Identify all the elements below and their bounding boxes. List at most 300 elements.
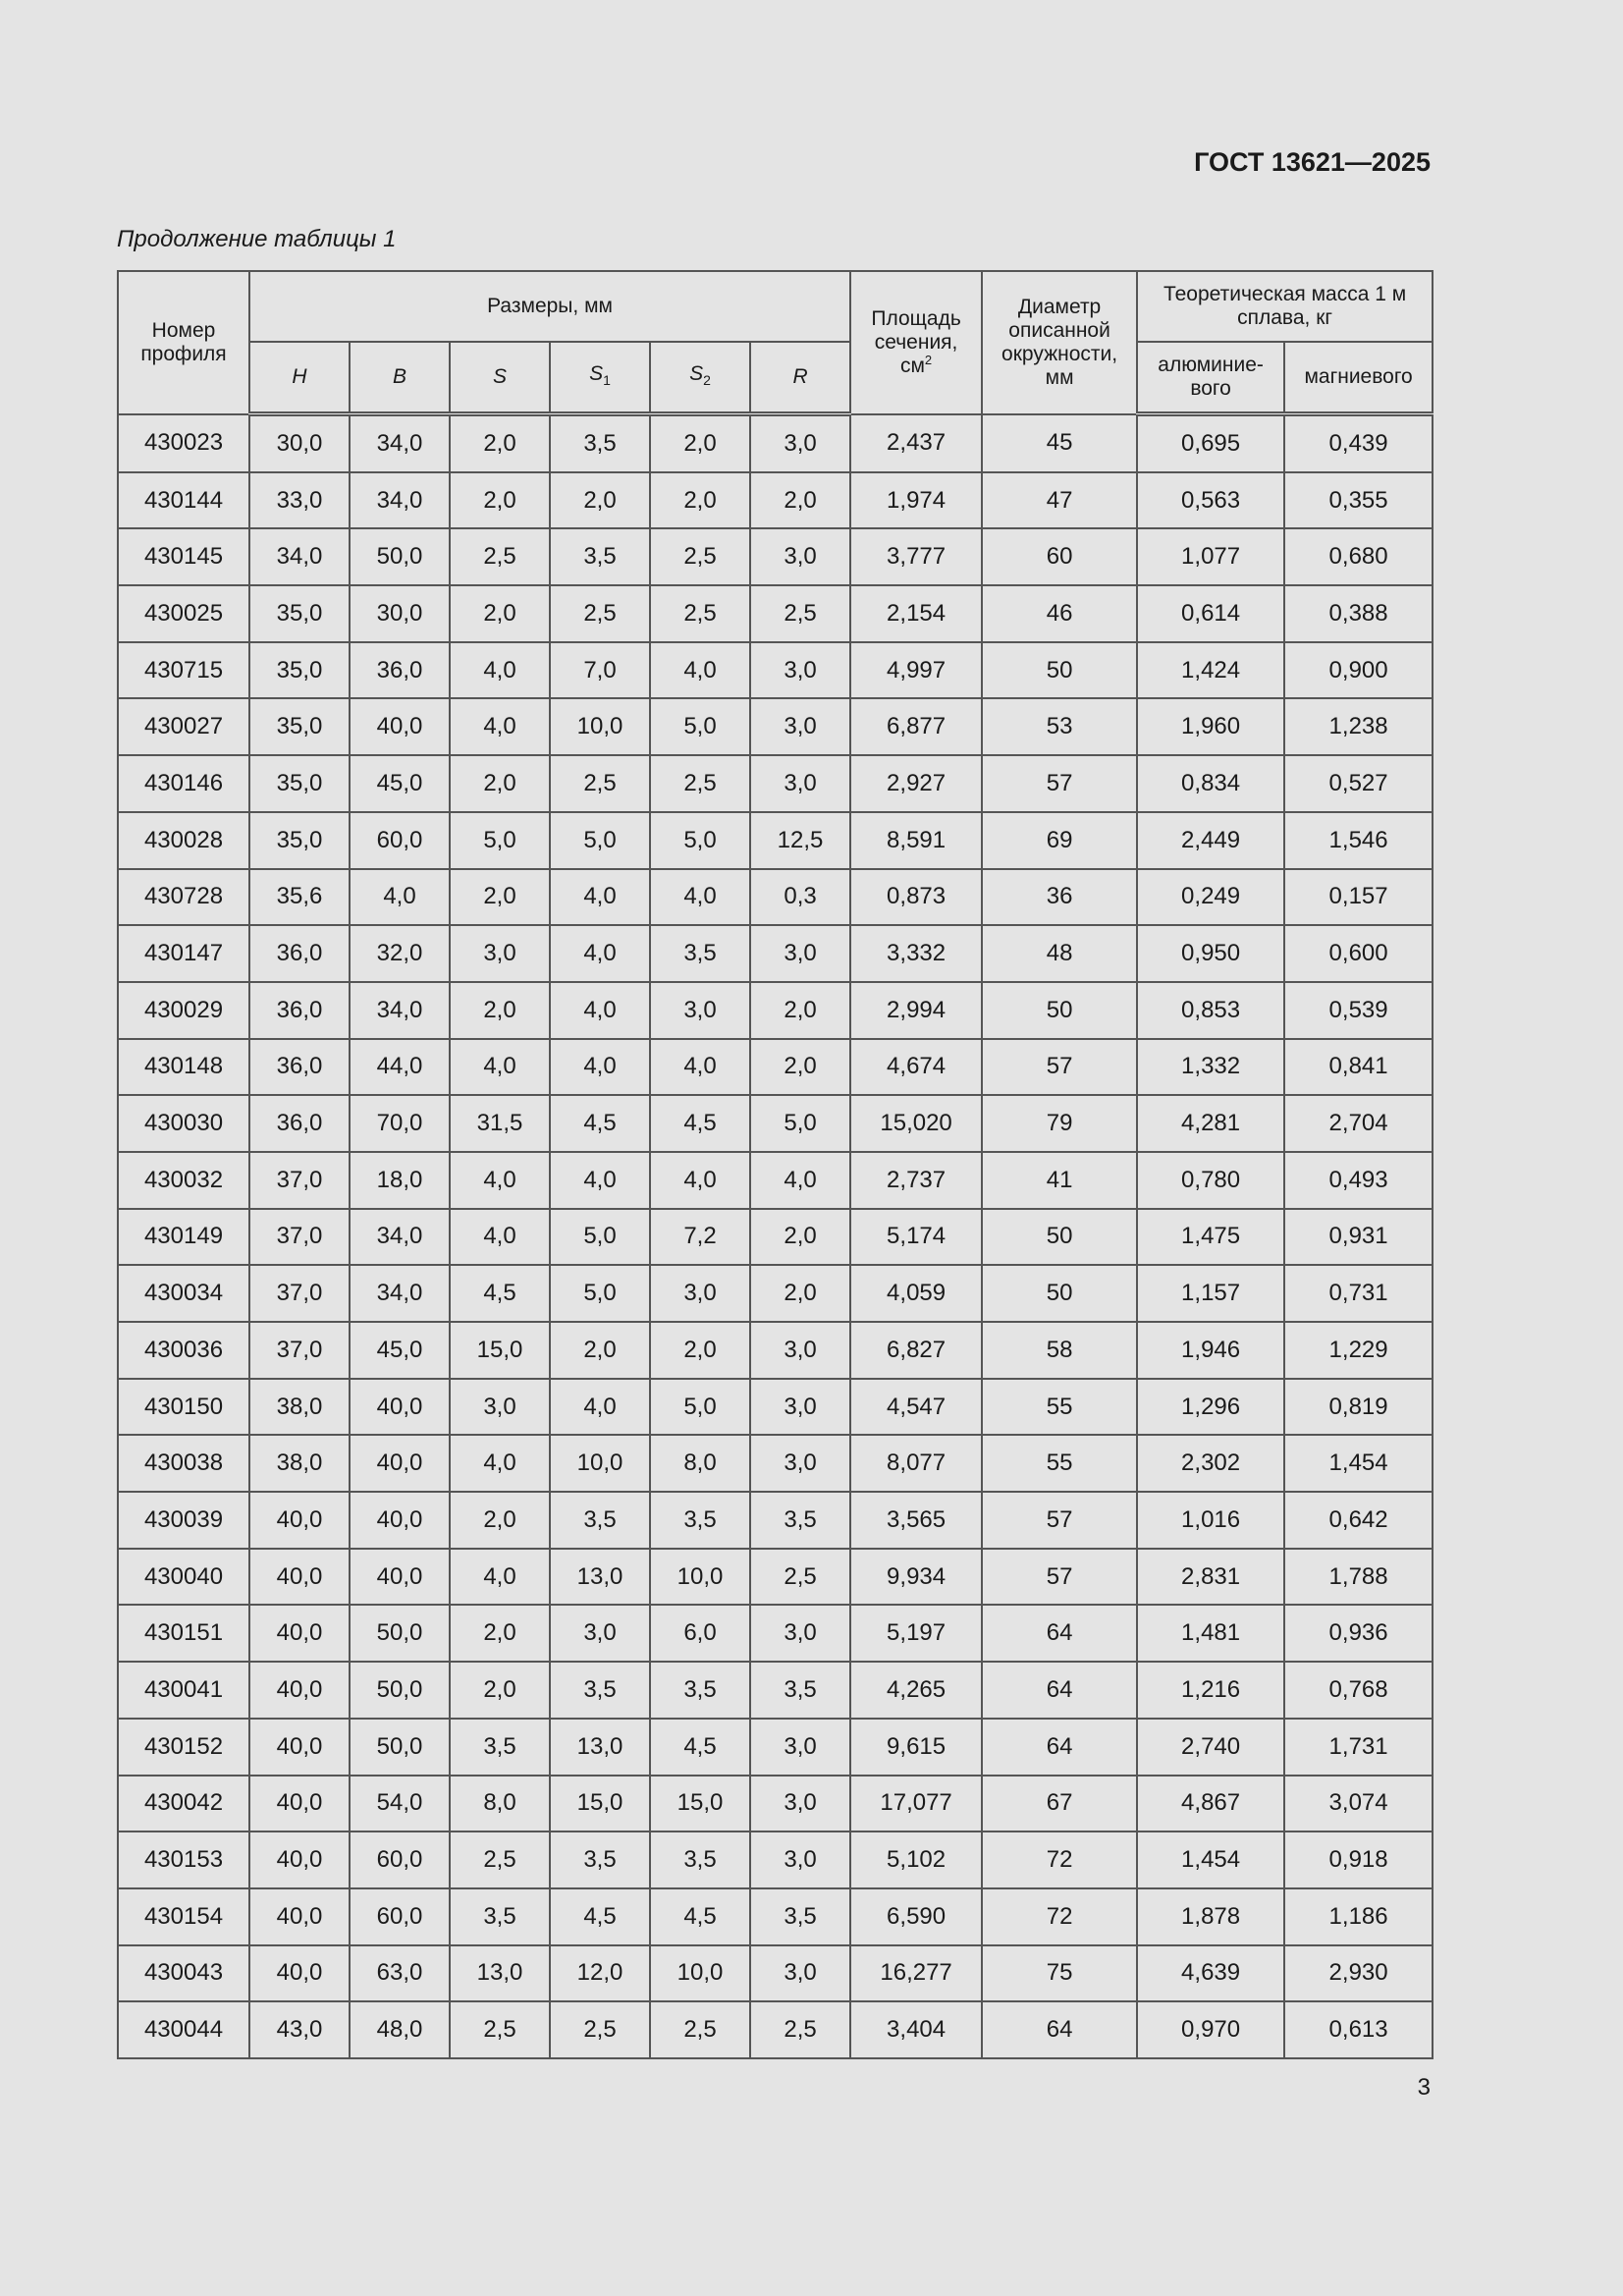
table-row <box>118 1549 1433 1606</box>
cell-s: 2,0 <box>450 1605 550 1662</box>
cell-mass-magnesium: 0,680 <box>1284 528 1433 585</box>
cell-s1: 4,0 <box>550 869 650 926</box>
table-row <box>118 1435 1433 1492</box>
cell-s: 4,0 <box>450 642 550 699</box>
cell-s1: 2,5 <box>550 755 650 812</box>
document-code: ГОСТ 13621—2025 <box>1194 147 1431 177</box>
cell-mass-magnesium: 0,539 <box>1284 982 1433 1039</box>
cell-profile-number: 430728 <box>118 869 249 926</box>
cell-profile-number: 430029 <box>118 982 249 1039</box>
header-dim-s1: $S_1$ <box>550 342 650 414</box>
cell-s1: 3,0 <box>550 1605 650 1662</box>
cell-mass-aluminum: 0,950 <box>1137 925 1284 982</box>
cell-diameter: 72 <box>982 1888 1137 1945</box>
cell-b: 34,0 <box>350 1265 450 1322</box>
cell-mass-magnesium: 0,493 <box>1284 1152 1433 1209</box>
cell-mass-aluminum: 1,481 <box>1137 1605 1284 1662</box>
cell-profile-number: 430028 <box>118 812 249 869</box>
cell-area: 3,404 <box>850 2001 982 2058</box>
cell-mass-magnesium: 0,841 <box>1284 1039 1433 1096</box>
cell-h: 40,0 <box>249 1945 350 2002</box>
cell-b: 34,0 <box>350 982 450 1039</box>
cell-diameter: 50 <box>982 1265 1137 1322</box>
cell-b: 34,0 <box>350 472 450 529</box>
header-diameter: Диаметр описанной окружности, мм <box>982 271 1137 414</box>
cell-r: 3,0 <box>750 414 850 472</box>
cell-h: 40,0 <box>249 1776 350 1832</box>
cell-mass-aluminum: 1,216 <box>1137 1662 1284 1719</box>
table-row <box>118 755 1433 812</box>
cell-mass-aluminum: 1,475 <box>1137 1209 1284 1266</box>
cell-mass-aluminum: 1,332 <box>1137 1039 1284 1096</box>
cell-b: 54,0 <box>350 1776 450 1832</box>
cell-diameter: 60 <box>982 528 1137 585</box>
cell-s2: 2,5 <box>650 2001 750 2058</box>
cell-profile-number: 430030 <box>118 1095 249 1152</box>
cell-s: 2,0 <box>450 472 550 529</box>
cell-r: 2,0 <box>750 1265 850 1322</box>
cell-area: 2,737 <box>850 1152 982 1209</box>
cell-h: 36,0 <box>249 925 350 982</box>
cell-r: 3,0 <box>750 755 850 812</box>
cell-s2: 3,0 <box>650 982 750 1039</box>
cell-mass-magnesium: 0,527 <box>1284 755 1433 812</box>
table-row <box>118 1605 1433 1662</box>
cell-s: 2,5 <box>450 2001 550 2058</box>
header-dim-s2: $S_2$ <box>650 342 750 414</box>
cell-b: 40,0 <box>350 698 450 755</box>
cell-s: 13,0 <box>450 1945 550 2002</box>
cell-diameter: 67 <box>982 1776 1137 1832</box>
cell-r: 3,0 <box>750 1435 850 1492</box>
cell-mass-aluminum: 2,831 <box>1137 1549 1284 1606</box>
header-mass-magnesium: магниевого <box>1284 342 1433 414</box>
cell-diameter: 55 <box>982 1379 1137 1436</box>
cell-b: 60,0 <box>350 812 450 869</box>
cell-b: 60,0 <box>350 1831 450 1888</box>
cell-s1: 3,5 <box>550 1662 650 1719</box>
cell-diameter: 50 <box>982 1209 1137 1266</box>
cell-mass-magnesium: 1,546 <box>1284 812 1433 869</box>
cell-h: 40,0 <box>249 1605 350 1662</box>
cell-s1: 5,0 <box>550 1209 650 1266</box>
cell-s: 3,5 <box>450 1719 550 1776</box>
cell-r: 2,0 <box>750 982 850 1039</box>
cell-s: 5,0 <box>450 812 550 869</box>
cell-mass-aluminum: 1,157 <box>1137 1265 1284 1322</box>
cell-s2: 3,0 <box>650 1265 750 1322</box>
cell-s1: 2,5 <box>550 2001 650 2058</box>
cell-s2: 4,0 <box>650 642 750 699</box>
cell-s: 2,0 <box>450 414 550 472</box>
cell-b: 60,0 <box>350 1888 450 1945</box>
cell-s: 15,0 <box>450 1322 550 1379</box>
cell-r: 2,0 <box>750 472 850 529</box>
cell-s: 4,0 <box>450 1435 550 1492</box>
cell-area: 6,590 <box>850 1888 982 1945</box>
cell-s2: 10,0 <box>650 1945 750 2002</box>
cell-r: 3,0 <box>750 1945 850 2002</box>
cell-s1: 4,0 <box>550 1039 650 1096</box>
cell-diameter: 41 <box>982 1152 1137 1209</box>
cell-profile-number: 430027 <box>118 698 249 755</box>
cell-s: 31,5 <box>450 1095 550 1152</box>
cell-profile-number: 430043 <box>118 1945 249 2002</box>
cell-s2: 6,0 <box>650 1605 750 1662</box>
cell-diameter: 64 <box>982 1605 1137 1662</box>
cell-h: 35,0 <box>249 812 350 869</box>
header-mass-group: Теоретическая масса 1 м сплава, кг <box>1137 271 1433 342</box>
cell-s1: 3,5 <box>550 1831 650 1888</box>
header-dimensions-group: Размеры, мм <box>249 271 850 342</box>
cell-h: 37,0 <box>249 1152 350 1209</box>
cell-s1: 2,0 <box>550 1322 650 1379</box>
table-row <box>118 1039 1433 1096</box>
cell-b: 30,0 <box>350 585 450 642</box>
cell-b: 40,0 <box>350 1549 450 1606</box>
cell-diameter: 53 <box>982 698 1137 755</box>
cell-mass-magnesium: 2,704 <box>1284 1095 1433 1152</box>
cell-s: 3,0 <box>450 1379 550 1436</box>
table-row <box>118 1831 1433 1888</box>
cell-profile-number: 430144 <box>118 472 249 529</box>
cell-s2: 4,5 <box>650 1888 750 1945</box>
table-row <box>118 1265 1433 1322</box>
cell-mass-magnesium: 0,439 <box>1284 414 1433 472</box>
cell-r: 3,0 <box>750 1322 850 1379</box>
cell-r: 3,0 <box>750 642 850 699</box>
cell-s2: 5,0 <box>650 812 750 869</box>
cell-s: 2,0 <box>450 1662 550 1719</box>
cell-mass-magnesium: 0,642 <box>1284 1492 1433 1549</box>
table-row <box>118 1662 1433 1719</box>
table-row <box>118 982 1433 1039</box>
cell-mass-magnesium: 0,388 <box>1284 585 1433 642</box>
cell-b: 45,0 <box>350 755 450 812</box>
cell-area: 8,077 <box>850 1435 982 1492</box>
cell-mass-aluminum: 1,878 <box>1137 1888 1284 1945</box>
header-area: Площадь сечения, $см^2$ <box>850 271 982 414</box>
cell-b: 50,0 <box>350 1662 450 1719</box>
cell-profile-number: 430025 <box>118 585 249 642</box>
cell-s1: 3,5 <box>550 414 650 472</box>
cell-area: 4,547 <box>850 1379 982 1436</box>
cell-diameter: 48 <box>982 925 1137 982</box>
cell-mass-magnesium: 0,613 <box>1284 2001 1433 2058</box>
cell-h: 33,0 <box>249 472 350 529</box>
cell-b: 36,0 <box>350 642 450 699</box>
cell-mass-magnesium: 1,788 <box>1284 1549 1433 1606</box>
cell-mass-magnesium: 0,731 <box>1284 1265 1433 1322</box>
cell-mass-aluminum: 0,563 <box>1137 472 1284 529</box>
cell-diameter: 57 <box>982 1549 1137 1606</box>
cell-s: 2,0 <box>450 585 550 642</box>
cell-area: 6,827 <box>850 1322 982 1379</box>
cell-area: 0,873 <box>850 869 982 926</box>
cell-diameter: 50 <box>982 982 1137 1039</box>
cell-b: 45,0 <box>350 1322 450 1379</box>
cell-h: 35,0 <box>249 698 350 755</box>
cell-area: 5,197 <box>850 1605 982 1662</box>
table-row <box>118 2001 1433 2058</box>
cell-mass-aluminum: 1,077 <box>1137 528 1284 585</box>
cell-area: 16,277 <box>850 1945 982 2002</box>
cell-mass-aluminum: 1,454 <box>1137 1831 1284 1888</box>
cell-mass-aluminum: 4,281 <box>1137 1095 1284 1152</box>
cell-h: 34,0 <box>249 528 350 585</box>
cell-s: 4,0 <box>450 1209 550 1266</box>
cell-diameter: 72 <box>982 1831 1137 1888</box>
cell-diameter: 64 <box>982 1662 1137 1719</box>
cell-area: 5,174 <box>850 1209 982 1266</box>
cell-s2: 3,5 <box>650 1492 750 1549</box>
cell-s1: 3,5 <box>550 1492 650 1549</box>
page-number: 3 <box>1417 2074 1431 2101</box>
cell-s: 2,5 <box>450 1831 550 1888</box>
header-dim-r: R <box>750 342 850 414</box>
table-row <box>118 869 1433 926</box>
cell-mass-magnesium: 0,936 <box>1284 1605 1433 1662</box>
cell-h: 38,0 <box>249 1379 350 1436</box>
cell-area: 15,020 <box>850 1095 982 1152</box>
cell-s2: 4,5 <box>650 1095 750 1152</box>
cell-b: 48,0 <box>350 2001 450 2058</box>
cell-b: 50,0 <box>350 1605 450 1662</box>
cell-diameter: 57 <box>982 755 1137 812</box>
cell-diameter: 57 <box>982 1039 1137 1096</box>
cell-r: 2,0 <box>750 1039 850 1096</box>
cell-h: 36,0 <box>249 982 350 1039</box>
header-mass-aluminum: алюминие- вого <box>1137 342 1284 414</box>
cell-r: 4,0 <box>750 1152 850 1209</box>
cell-mass-magnesium: 1,454 <box>1284 1435 1433 1492</box>
cell-mass-aluminum: 4,639 <box>1137 1945 1284 2002</box>
cell-s1: 15,0 <box>550 1776 650 1832</box>
cell-h: 40,0 <box>249 1831 350 1888</box>
table-row <box>118 812 1433 869</box>
cell-s2: 3,5 <box>650 1662 750 1719</box>
cell-mass-aluminum: 2,302 <box>1137 1435 1284 1492</box>
cell-mass-magnesium: 0,157 <box>1284 869 1433 926</box>
cell-b: 40,0 <box>350 1492 450 1549</box>
cell-s: 2,0 <box>450 982 550 1039</box>
cell-r: 12,5 <box>750 812 850 869</box>
cell-b: 18,0 <box>350 1152 450 1209</box>
cell-mass-aluminum: 0,970 <box>1137 2001 1284 2058</box>
cell-s1: 4,0 <box>550 925 650 982</box>
cell-h: 40,0 <box>249 1888 350 1945</box>
cell-profile-number: 430152 <box>118 1719 249 1776</box>
cell-mass-magnesium: 0,355 <box>1284 472 1433 529</box>
cell-b: 34,0 <box>350 1209 450 1266</box>
cell-s: 2,5 <box>450 528 550 585</box>
cell-b: 50,0 <box>350 1719 450 1776</box>
cell-s2: 8,0 <box>650 1435 750 1492</box>
header-profile-number: Номер профиля <box>118 271 249 414</box>
cell-area: 9,934 <box>850 1549 982 1606</box>
cell-diameter: 64 <box>982 1719 1137 1776</box>
cell-area: 3,777 <box>850 528 982 585</box>
cell-s2: 3,5 <box>650 1831 750 1888</box>
cell-mass-aluminum: 1,016 <box>1137 1492 1284 1549</box>
cell-area: 4,059 <box>850 1265 982 1322</box>
cell-r: 3,0 <box>750 1719 850 1776</box>
table-row <box>118 585 1433 642</box>
cell-mass-aluminum: 0,834 <box>1137 755 1284 812</box>
cell-profile-number: 430036 <box>118 1322 249 1379</box>
cell-r: 2,5 <box>750 2001 850 2058</box>
cell-profile-number: 430038 <box>118 1435 249 1492</box>
table-row <box>118 1492 1433 1549</box>
cell-profile-number: 430023 <box>118 414 249 472</box>
cell-profile-number: 430042 <box>118 1776 249 1832</box>
cell-mass-aluminum: 1,960 <box>1137 698 1284 755</box>
cell-mass-aluminum: 2,449 <box>1137 812 1284 869</box>
cell-h: 35,0 <box>249 755 350 812</box>
cell-mass-aluminum: 0,249 <box>1137 869 1284 926</box>
cell-profile-number: 430034 <box>118 1265 249 1322</box>
cell-mass-magnesium: 1,186 <box>1284 1888 1433 1945</box>
cell-s: 2,0 <box>450 869 550 926</box>
cell-h: 40,0 <box>249 1662 350 1719</box>
cell-b: 70,0 <box>350 1095 450 1152</box>
cell-area: 3,565 <box>850 1492 982 1549</box>
cell-profile-number: 430147 <box>118 925 249 982</box>
cell-s2: 2,0 <box>650 414 750 472</box>
cell-diameter: 79 <box>982 1095 1137 1152</box>
cell-s1: 4,0 <box>550 1379 650 1436</box>
cell-s1: 13,0 <box>550 1719 650 1776</box>
cell-diameter: 55 <box>982 1435 1137 1492</box>
cell-h: 40,0 <box>249 1719 350 1776</box>
cell-s: 3,0 <box>450 925 550 982</box>
cell-h: 30,0 <box>249 414 350 472</box>
cell-r: 2,5 <box>750 585 850 642</box>
cell-profile-number: 430150 <box>118 1379 249 1436</box>
cell-r: 3,5 <box>750 1888 850 1945</box>
cell-mass-aluminum: 0,853 <box>1137 982 1284 1039</box>
table-body <box>118 414 1433 2058</box>
table-row <box>118 1152 1433 1209</box>
cell-b: 40,0 <box>350 1379 450 1436</box>
cell-s1: 10,0 <box>550 698 650 755</box>
table-row <box>118 1888 1433 1945</box>
cell-r: 3,0 <box>750 925 850 982</box>
cell-h: 43,0 <box>249 2001 350 2058</box>
cell-area: 8,591 <box>850 812 982 869</box>
cell-s1: 4,0 <box>550 982 650 1039</box>
cell-s: 3,5 <box>450 1888 550 1945</box>
cell-h: 40,0 <box>249 1549 350 1606</box>
cell-h: 36,0 <box>249 1039 350 1096</box>
cell-diameter: 75 <box>982 1945 1137 2002</box>
cell-diameter: 69 <box>982 812 1137 869</box>
cell-b: 63,0 <box>350 1945 450 2002</box>
profile-table <box>117 270 1434 2059</box>
cell-s: 4,0 <box>450 1549 550 1606</box>
cell-s2: 5,0 <box>650 1379 750 1436</box>
cell-s2: 2,0 <box>650 1322 750 1379</box>
cell-area: 2,437 <box>850 414 982 472</box>
cell-s: 4,5 <box>450 1265 550 1322</box>
cell-mass-magnesium: 3,074 <box>1284 1776 1433 1832</box>
cell-diameter: 57 <box>982 1492 1137 1549</box>
cell-h: 37,0 <box>249 1209 350 1266</box>
table-row <box>118 1776 1433 1832</box>
cell-area: 17,077 <box>850 1776 982 1832</box>
cell-s2: 3,5 <box>650 925 750 982</box>
cell-profile-number: 430153 <box>118 1831 249 1888</box>
cell-mass-magnesium: 0,918 <box>1284 1831 1433 1888</box>
cell-diameter: 50 <box>982 642 1137 699</box>
cell-r: 3,5 <box>750 1492 850 1549</box>
cell-area: 1,974 <box>850 472 982 529</box>
cell-b: 34,0 <box>350 414 450 472</box>
cell-area: 9,615 <box>850 1719 982 1776</box>
cell-profile-number: 430715 <box>118 642 249 699</box>
cell-s2: 4,0 <box>650 1152 750 1209</box>
cell-h: 35,6 <box>249 869 350 926</box>
cell-h: 37,0 <box>249 1322 350 1379</box>
cell-mass-aluminum: 0,614 <box>1137 585 1284 642</box>
cell-mass-magnesium: 1,238 <box>1284 698 1433 755</box>
cell-h: 37,0 <box>249 1265 350 1322</box>
cell-s2: 4,5 <box>650 1719 750 1776</box>
cell-mass-aluminum: 1,296 <box>1137 1379 1284 1436</box>
cell-s1: 12,0 <box>550 1945 650 2002</box>
cell-b: 4,0 <box>350 869 450 926</box>
cell-r: 3,5 <box>750 1662 850 1719</box>
cell-diameter: 45 <box>982 414 1137 472</box>
cell-s1: 4,0 <box>550 1152 650 1209</box>
cell-s1: 10,0 <box>550 1435 650 1492</box>
header-dim-h: H <box>249 342 350 414</box>
cell-profile-number: 430032 <box>118 1152 249 1209</box>
cell-profile-number: 430145 <box>118 528 249 585</box>
cell-s2: 10,0 <box>650 1549 750 1606</box>
table-row <box>118 1322 1433 1379</box>
cell-r: 2,5 <box>750 1549 850 1606</box>
cell-s: 4,0 <box>450 698 550 755</box>
cell-s2: 7,2 <box>650 1209 750 1266</box>
cell-s1: 2,5 <box>550 585 650 642</box>
cell-s: 4,0 <box>450 1039 550 1096</box>
cell-s2: 2,0 <box>650 472 750 529</box>
table-row <box>118 642 1433 699</box>
cell-mass-aluminum: 2,740 <box>1137 1719 1284 1776</box>
cell-diameter: 36 <box>982 869 1137 926</box>
cell-s2: 2,5 <box>650 528 750 585</box>
table-header <box>118 271 1433 414</box>
cell-diameter: 46 <box>982 585 1137 642</box>
cell-s1: 5,0 <box>550 1265 650 1322</box>
cell-mass-magnesium: 1,229 <box>1284 1322 1433 1379</box>
cell-area: 4,997 <box>850 642 982 699</box>
cell-b: 40,0 <box>350 1435 450 1492</box>
cell-mass-magnesium: 0,931 <box>1284 1209 1433 1266</box>
cell-s: 2,0 <box>450 755 550 812</box>
cell-r: 5,0 <box>750 1095 850 1152</box>
cell-s1: 2,0 <box>550 472 650 529</box>
table-caption: Продолжение таблицы 1 <box>117 226 397 252</box>
cell-diameter: 64 <box>982 2001 1137 2058</box>
cell-s2: 5,0 <box>650 698 750 755</box>
cell-area: 6,877 <box>850 698 982 755</box>
cell-mass-aluminum: 4,867 <box>1137 1776 1284 1832</box>
cell-r: 2,0 <box>750 1209 850 1266</box>
cell-s2: 2,5 <box>650 585 750 642</box>
cell-mass-aluminum: 0,695 <box>1137 414 1284 472</box>
